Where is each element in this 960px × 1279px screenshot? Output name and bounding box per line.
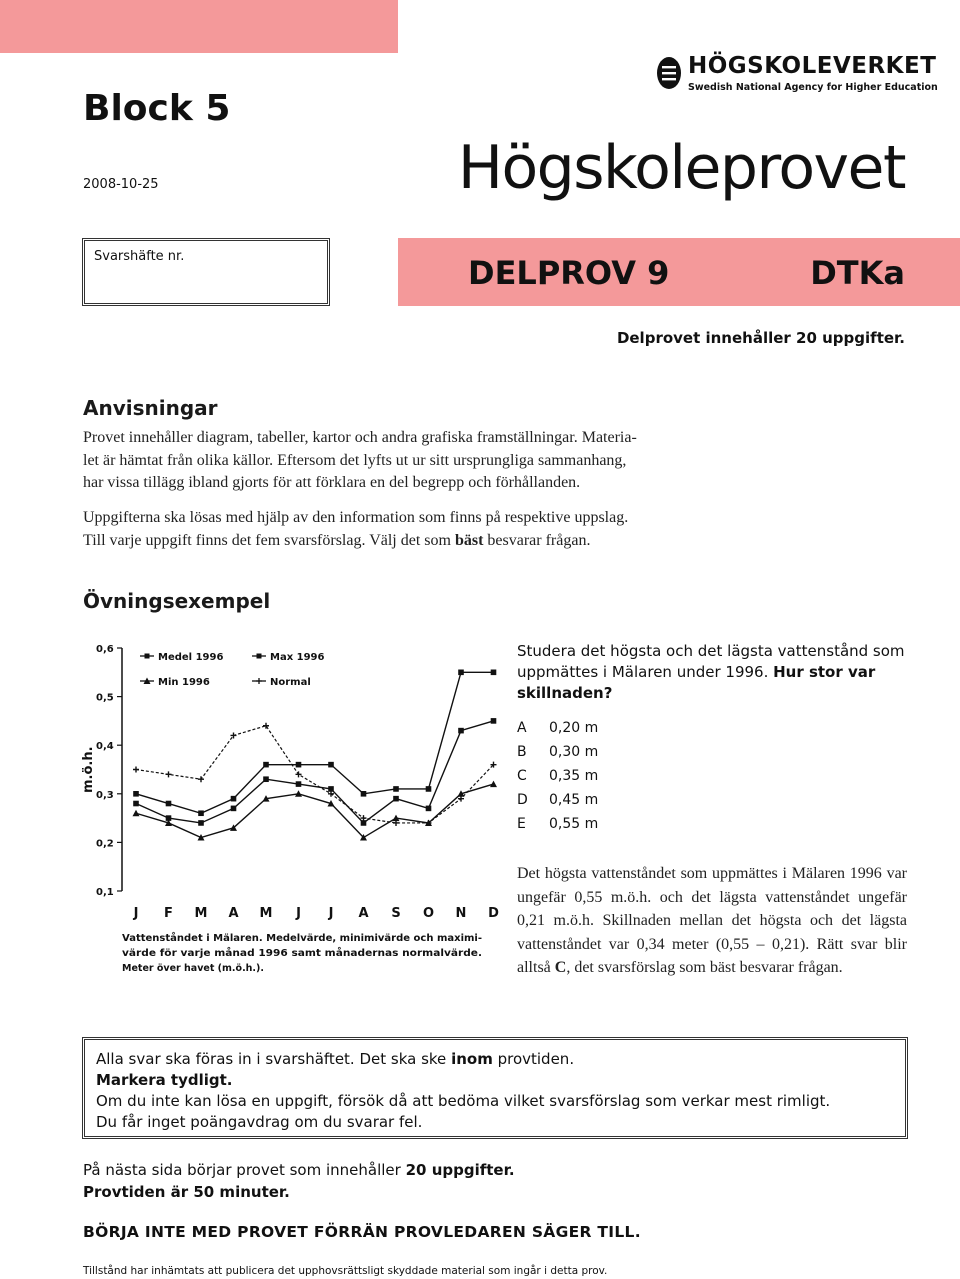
option-text: 0,30 m xyxy=(549,744,599,760)
series-line-2 xyxy=(136,672,494,813)
answer-options xyxy=(517,716,598,836)
option-text: 0,45 m xyxy=(549,792,599,808)
rules-line-2: Markera tydligt. xyxy=(96,1071,233,1089)
instructions-line-5-bold: bäst xyxy=(454,531,484,549)
data-point xyxy=(296,781,302,787)
instructions-line-1: Provet innehåller diagram, tabeller, kartor och andra grafiska framställningar. Materia- xyxy=(83,429,637,446)
instructions-line-4: Uppgifterna ska lösas med hjälp av den information som finns på respektive uppslag. xyxy=(83,509,629,526)
series-line-1 xyxy=(136,721,494,823)
block-title: Block 5 xyxy=(83,88,231,129)
example-question-bold: Hur stor var skillnaden? xyxy=(517,663,876,702)
test-date: 2008-10-25 xyxy=(83,177,159,192)
option-a xyxy=(517,716,598,740)
data-point xyxy=(166,771,172,777)
data-point xyxy=(133,791,139,797)
rules-line-1-post: provtiden. xyxy=(492,1050,575,1068)
x-tick-label: S xyxy=(391,906,401,921)
option-letter: D xyxy=(517,792,528,808)
chart-caption-line: Meter över havet (m.ö.h.). xyxy=(122,963,264,974)
rules-line-3: Om du inte kan lösa en uppgift, försök då att bedöma vilket svarsförslag som verkar mest rimligt. xyxy=(96,1092,831,1110)
data-point xyxy=(361,791,367,797)
option-d xyxy=(517,788,598,812)
instructions-heading: Anvisningar xyxy=(83,396,218,420)
x-tick-label: M xyxy=(259,906,273,921)
rules-line-1 xyxy=(96,1049,574,1070)
data-point xyxy=(393,786,399,792)
y-tick-label: 0,2 xyxy=(96,838,114,850)
series-line-4 xyxy=(136,726,494,823)
example-answer-letter: C xyxy=(554,959,567,976)
example-question-text: Studera det högsta och det lägsta vattenstånd som uppmättes i Mälaren under 1996. xyxy=(517,642,905,681)
example-heading: Övningsexempel xyxy=(83,589,271,613)
instructions-paragraph-2 xyxy=(83,507,683,552)
delprov-banner xyxy=(398,238,960,306)
instructions-line-3: har vissa tillägg ibland gjorts för att förklara en del begrepp och förhållanden. xyxy=(83,474,581,491)
example-answer-text: Det högsta vattenståndet som uppmättes i Mälaren 1996 var ungefär 0,55 m.ö.h. och det lägsta vattenståndet ungefär 0,21 m.ö.h. Skillnaden mellan det högsta och det lägsta vattenståndet var 0,34 meter (0,55 – 0,21). Rätt svar blir alltså xyxy=(517,865,907,976)
section-code: DTKa xyxy=(810,254,905,292)
x-tick-label: O xyxy=(422,906,435,921)
data-point xyxy=(393,796,399,802)
data-point xyxy=(231,796,237,802)
legend-label: Min 1996 xyxy=(158,677,210,688)
x-tick-label: N xyxy=(455,906,467,921)
chart-caption-line: värde för varje månad 1996 samt månadernas normalvärde. xyxy=(122,948,482,959)
logo-mark-icon xyxy=(656,56,682,90)
option-letter: B xyxy=(517,744,527,760)
copyright-note: Tillstånd har inhämtats att publicera det upphovsrättsligt skyddade material som ingår i detta prov. xyxy=(83,1265,608,1277)
logo xyxy=(656,52,938,98)
test-duration: Provtiden är 50 minuter. xyxy=(83,1183,290,1201)
data-point xyxy=(490,781,497,788)
x-tick-label: A xyxy=(358,906,369,921)
next-page-note-bold: 20 uppgifter. xyxy=(405,1161,515,1179)
next-page-note xyxy=(83,1160,515,1181)
x-tick-label: F xyxy=(164,906,173,921)
example-answer xyxy=(517,862,907,980)
water-level-chart xyxy=(80,636,499,981)
legend-marker xyxy=(257,654,262,659)
data-point xyxy=(263,762,269,768)
data-point xyxy=(198,810,204,816)
y-tick-label: 0,3 xyxy=(96,789,114,801)
rules-line-4: Du får inget poängavdrag om du svarar fel. xyxy=(96,1113,423,1131)
delprov-title: DELPROV 9 xyxy=(468,254,670,292)
data-point xyxy=(166,801,172,807)
option-c xyxy=(517,764,598,788)
instructions-line-2: let är hämtat från olika källor. Eftersom det lyfts ut ur sitt ursprungliga sammanhang, xyxy=(83,451,627,469)
rules-line-1-bold: inom xyxy=(451,1050,493,1068)
data-point xyxy=(198,776,204,782)
x-tick-label: M xyxy=(194,906,208,921)
next-page-note-text: På nästa sida börjar provet som innehåller xyxy=(83,1161,406,1179)
x-tick-label: D xyxy=(488,906,499,921)
top-pink-bar xyxy=(0,0,398,53)
instructions-paragraph-1 xyxy=(83,427,683,495)
main-title: Högskoleprovet xyxy=(457,133,905,203)
x-tick-label: J xyxy=(328,906,334,921)
x-tick-label: J xyxy=(133,906,139,921)
data-point xyxy=(133,810,140,817)
rules-box xyxy=(82,1037,908,1139)
rules-line-1-pre: Alla svar ska föras in i svarshäftet. Det ska ske xyxy=(96,1050,452,1068)
legend-label: Max 1996 xyxy=(270,652,325,663)
option-text: 0,20 m xyxy=(549,720,599,736)
data-point xyxy=(491,670,497,676)
legend-label: Medel 1996 xyxy=(158,652,224,663)
x-tick-label: A xyxy=(228,906,239,921)
data-point xyxy=(296,762,302,768)
instructions-line-5-post: besvarar frågan. xyxy=(483,531,591,549)
answer-booklet-label: Svarshäfte nr. xyxy=(94,249,185,264)
data-point xyxy=(231,806,237,812)
option-text: 0,55 m xyxy=(549,816,599,832)
x-tick-label: J xyxy=(296,906,301,921)
data-point xyxy=(263,776,269,782)
example-question xyxy=(517,641,912,704)
legend-marker xyxy=(145,654,150,659)
data-point xyxy=(296,771,302,777)
option-letter: E xyxy=(517,816,526,832)
y-tick-label: 0,4 xyxy=(96,741,114,753)
instructions-line-5-pre: Till varje uppgift finns det fem svarsförslag. Välj det som xyxy=(83,531,455,549)
legend-marker xyxy=(256,678,262,684)
data-point xyxy=(491,718,497,724)
option-letter: A xyxy=(517,720,527,736)
legend-label: Normal xyxy=(270,677,311,688)
y-tick-label: 0,5 xyxy=(96,692,114,704)
data-point xyxy=(198,820,204,826)
option-e xyxy=(517,812,598,836)
answer-booklet-number-box[interactable] xyxy=(82,238,330,306)
example-answer-end: , det svarsförslag som bäst besvarar frågan. xyxy=(566,959,843,976)
data-point xyxy=(133,767,139,773)
logo-subtitle: Swedish National Agency for Higher Education xyxy=(688,82,938,93)
data-point xyxy=(458,728,464,734)
data-point xyxy=(426,786,432,792)
data-point xyxy=(328,762,334,768)
option-letter: C xyxy=(517,768,527,784)
y-axis-label: m.ö.h. xyxy=(81,746,96,793)
y-tick-label: 0,1 xyxy=(96,887,114,898)
series-line-3 xyxy=(136,784,494,837)
option-b xyxy=(517,740,598,764)
start-warning: BÖRJA INTE MED PROVET FÖRRÄN PROVLEDAREN SÄGER TILL. xyxy=(83,1223,641,1241)
data-point xyxy=(426,806,432,812)
logo-name: HÖGSKOLEVERKET xyxy=(688,53,937,79)
task-count-note: Delprovet innehåller 20 uppgifter. xyxy=(616,329,905,347)
chart-caption-line: Vattenståndet i Mälaren. Medelvärde, minimivärde och maximi- xyxy=(122,933,483,944)
data-point xyxy=(458,670,464,676)
y-tick-label: 0,6 xyxy=(96,644,114,655)
data-point xyxy=(133,801,139,807)
option-text: 0,35 m xyxy=(549,768,599,784)
